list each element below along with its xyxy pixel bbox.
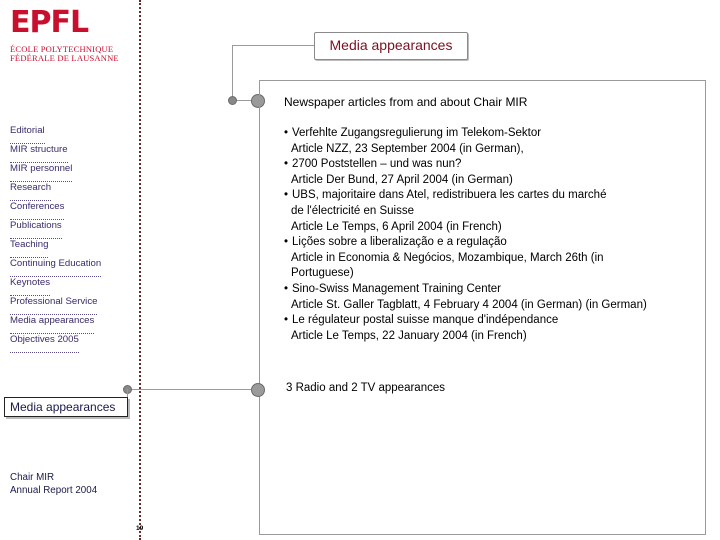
sidebar-item-mir-personnel[interactable]: MIR personnel bbox=[10, 163, 72, 182]
page-title-text: Media appearances bbox=[329, 37, 453, 53]
sidebar-item-editorial[interactable]: Editorial bbox=[10, 125, 45, 144]
article-title: Le régulateur postal suisse manque d'indépendance bbox=[292, 314, 559, 327]
article-detail: Article Le Temps, 22 January 2004 (in French) bbox=[291, 329, 527, 342]
list-item: • UBS, majoritaire dans Atel, redistribuera les cartes du marché de l'électricité en Suisse Article Le Temps, 6 April 2004 (in French) bbox=[284, 188, 704, 235]
report-line1: Chair MIR bbox=[10, 472, 55, 483]
article-title: 2700 Poststellen – und was nun? bbox=[292, 158, 462, 171]
radio-tv-note: 3 Radio and 2 TV appearances bbox=[286, 382, 445, 394]
connector-line bbox=[232, 45, 233, 100]
sidebar-item-continuing-education[interactable]: Continuing Education bbox=[10, 258, 101, 277]
article-title: Sino-Swiss Management Training Center bbox=[292, 282, 502, 295]
article-title-continued: de l'électricité en Suisse bbox=[291, 204, 415, 217]
list-item: • Verfehlte Zugangsregulierung im Telekom-Sektor Article NZZ, 23 September 2004 (in German), bbox=[284, 126, 704, 157]
connector-node bbox=[228, 96, 237, 105]
sidebar-item-conferences[interactable]: Conferences bbox=[10, 201, 64, 220]
list-item: • 2700 Poststellen – und was nun? Article Der Bund, 27 April 2004 (in German) bbox=[284, 157, 704, 188]
sidebar-nav bbox=[10, 125, 101, 353]
report-line2: Annual Report 2004 bbox=[10, 484, 98, 496]
report-footer bbox=[10, 472, 97, 497]
sidebar-item-teaching[interactable]: Teaching bbox=[10, 239, 48, 258]
logo-text-line2: FÉDÉRALE DE LAUSANNE bbox=[10, 53, 119, 63]
page-number: 19 bbox=[136, 525, 144, 532]
connector-node bbox=[251, 383, 265, 397]
logo-mark: EPFL bbox=[10, 5, 89, 40]
article-detail: Portuguese) bbox=[291, 267, 354, 280]
article-list bbox=[284, 126, 704, 344]
article-detail: Article in Economia & Negócios, Mozambique, March 26th (in bbox=[291, 251, 604, 264]
page-title bbox=[314, 32, 468, 60]
connector-line bbox=[237, 100, 252, 101]
connector-line bbox=[232, 45, 314, 46]
sidebar-item-research[interactable]: Research bbox=[10, 182, 51, 201]
article-title: UBS, majoritaire dans Atel, redistribuera les cartes du marché bbox=[292, 189, 607, 202]
article-detail: Article NZZ, 23 September 2004 (in German), bbox=[291, 142, 524, 155]
sidebar-item-publications[interactable]: Publications bbox=[10, 220, 62, 239]
list-item: • Sino-Swiss Management Training Center Article St. Galler Tagblatt, 4 February 4 2004 (in German) (in German) bbox=[284, 282, 704, 313]
sidebar-item-media-appearances[interactable]: Media appearances bbox=[10, 315, 94, 334]
vertical-dotted-divider bbox=[139, 0, 141, 540]
sidebar-item-keynotes[interactable]: Keynotes bbox=[10, 277, 50, 296]
article-title: Verfehlte Zugangsregulierung im Telekom-Sektor bbox=[292, 127, 542, 139]
article-detail: Article Der Bund, 27 April 2004 (in German) bbox=[291, 173, 513, 186]
sidebar-item-objectives-2005[interactable]: Objectives 2005 bbox=[10, 334, 79, 353]
sidebar-item-professional-service[interactable]: Professional Service bbox=[10, 296, 97, 315]
current-section-label: Media appearances bbox=[4, 397, 128, 417]
list-item: • Le régulateur postal suisse manque d'indépendance Article Le Temps, 22 January 2004 (in French) bbox=[284, 313, 704, 344]
section-heading: Newspaper articles from and about Chair MIR bbox=[284, 95, 528, 109]
logo-text-line1: ÉCOLE POLYTECHNIQUE bbox=[10, 44, 114, 54]
article-detail: Article St. Galler Tagblatt, 4 February 4 2004 (in German) (in German) bbox=[291, 298, 647, 311]
connector-line bbox=[127, 389, 251, 390]
list-item: • Lições sobre a liberalização e a regulação Article in Economia & Negócios, Mozambique, March 26th (in Portuguese) bbox=[284, 235, 704, 282]
epfl-logo bbox=[8, 5, 119, 68]
article-title: Lições sobre a liberalização e a regulação bbox=[292, 236, 507, 249]
article-detail: Article Le Temps, 6 April 2004 (in French) bbox=[291, 220, 502, 233]
sidebar-item-mir-structure[interactable]: MIR structure bbox=[10, 144, 68, 163]
